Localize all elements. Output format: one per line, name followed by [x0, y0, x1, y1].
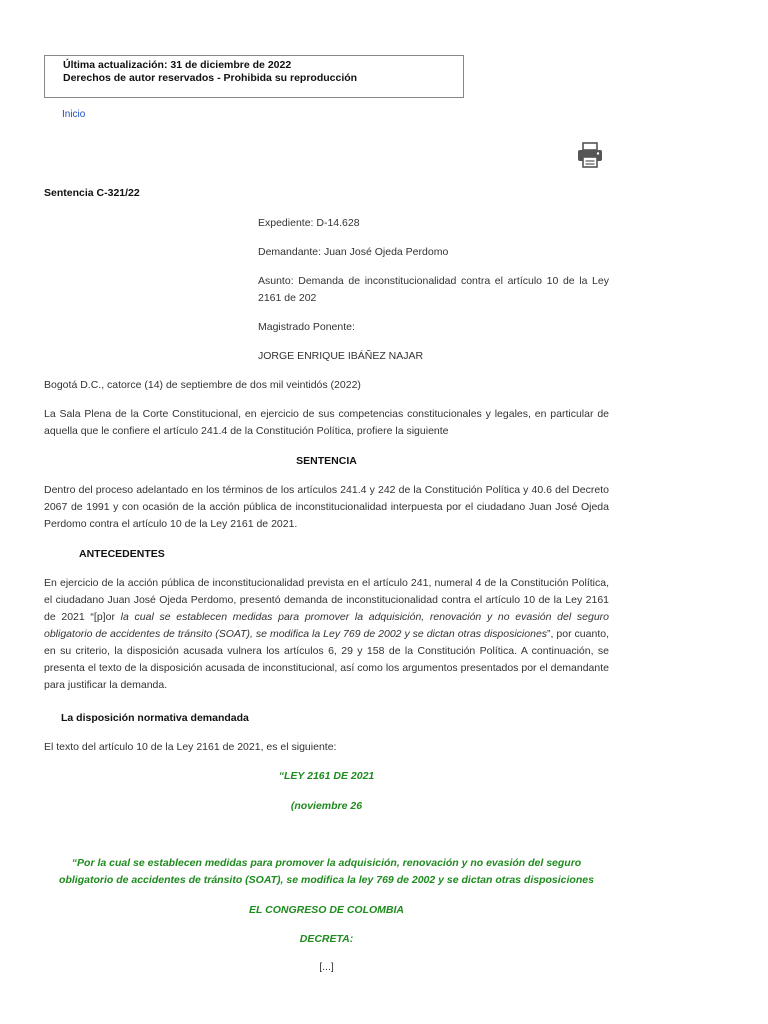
process-paragraph: Dentro del proceso adelantado en los términos de los artículos 241.4 y 242 de la Constitución Política y 40.6 del Decreto 2067 de 1991 y con ocasión de la acción pública de inconstitucionalidad interpuesta por el ciudadano Juan José Ojeda Perdomo contra el artículo 10 de la Ley 2161 de 2021.: [44, 484, 609, 530]
ley-description: “Por la cual se establecen medidas para promover la adquisición, renovación y no evasión del seguro obligatorio de accidentes de tránsito (SOAT), se modifica la ley 769 de 2002 y se dictan otras disposiciones: [59, 857, 594, 886]
expediente-text: Expediente: D-14.628: [258, 217, 360, 229]
antecedentes-text-1: En ejercicio de la acción pública de inconstitucionalidad prevista en el artículo 241, numeral 4 de la Constitución Política, el ciudadano Juan José Ojeda Perdomo, presentó demanda de inconstitucionalidad contra el artículo 10 de la Ley 2161 de 2021 “[p]or: [44, 577, 609, 623]
demandante-text: Demandante: Juan José Ojeda Perdomo: [258, 246, 449, 258]
copyright-text: Derechos de autor reservados - Prohibida su reproducción: [63, 72, 358, 84]
sentencia-title: Sentencia C-321/22: [44, 187, 140, 199]
intro-paragraph: La Sala Plena de la Corte Constitucional, en ejercicio de sus competencias constitucionales y legales, en particular de aquella que le confiere el artículo 241.4 de la Constitución Política, profiere la siguiente: [44, 408, 609, 437]
sentencia-heading: SENTENCIA: [296, 455, 357, 467]
date-line: Bogotá D.C., catorce (14) de septiembre de dos mil veintidós (2022): [44, 379, 361, 391]
asunto-text: Asunto: Demanda de inconstitucionalidad contra el artículo 10 de la Ley 2161 de 202: [258, 275, 609, 304]
printer-icon[interactable]: [576, 141, 604, 169]
magistrado-name: JORGE ENRIQUE IBÁÑEZ NAJAR: [258, 350, 424, 362]
ellipsis-text: [...]: [319, 961, 334, 973]
disposicion-heading: La disposición normativa demandada: [61, 712, 249, 724]
decreta-heading: DECRETA:: [299, 933, 354, 945]
antecedentes-text-2: ”, por cuanto, en su criterio, la disposición acusada vulnera los artículos 6, 29 y 158 de la Constitución Política. A continuación, se presenta el texto de la disposición acusada de inconstitucional, así como los argumentos presentados por el demandante para justificar la demanda.: [44, 628, 609, 691]
home-link[interactable]: Inicio: [62, 109, 86, 120]
antecedentes-heading: ANTECEDENTES: [79, 548, 165, 560]
antecedentes-law-title: la cual se establecen medidas para promover la adquisición, renovación y no evasión del seguro obligatorio de accidentes de tránsito (SOAT), se modifica la Ley 769 de 2002 y se dictan otras disposiciones: [44, 611, 609, 640]
ley-date: (noviembre 26: [290, 800, 363, 812]
last-update-text: Última actualización: 31 de diciembre de 2022: [63, 59, 292, 71]
magistrado-label: Magistrado Ponente:: [258, 321, 355, 333]
texto-intro: El texto del artículo 10 de la Ley 2161 de 2021, es el siguiente:: [44, 741, 337, 753]
congreso-heading: EL CONGRESO DE COLOMBIA: [249, 904, 404, 916]
antecedentes-paragraph: [44, 575, 609, 694]
ley-title: “LEY 2161 DE 2021: [278, 770, 375, 782]
copyright-notice: [44, 55, 464, 98]
